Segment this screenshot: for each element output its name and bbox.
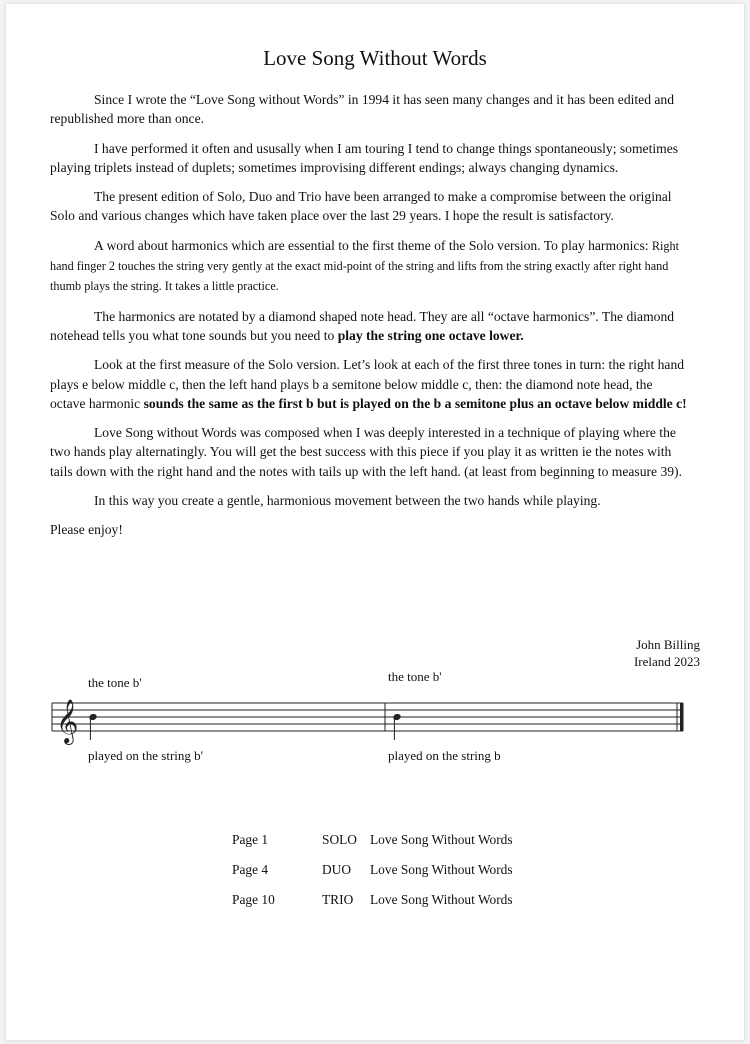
paragraph-technique: Love Song without Words was composed when I was deeply interested in a technique of playing where the two hands play alternatingly. You will get the best success with this piece if you play it as written ie the notes with tails down with the right hand and the notes with tails up with the left hand. (at least from beginning to measure 39). — [50, 425, 682, 479]
contents-title: Love Song Without Words — [370, 862, 513, 877]
paragraph-performance: I have performed it often and ususally when I am touring I tend to change things spontaneously; sometimes playing triplets instead of duplets; sometimes improvising different endings; always changing dynamics. — [50, 140, 679, 175]
signature-place: Ireland 2023 — [633, 654, 700, 669]
contents-page: Page 10 — [232, 892, 275, 907]
paragraph-closing: Please enjoy! — [50, 522, 123, 538]
note-1-icon — [88, 713, 97, 740]
notation-emphasis: play the string one octave lower. — [337, 327, 524, 343]
paragraph-harmonics — [50, 236, 690, 297]
label-tone-2: the tone b' — [388, 669, 442, 684]
harmonics-instructions: Right hand finger 2 touches the string very gently at the exact mid-point of the string and lifts from the string exactly after right hand thumb plays the string. It takes a little practice. — [50, 238, 680, 294]
paragraph-history: Since I wrote the “Love Song without Words” in 1994 it has seen many changes and it has been edited and republished more than once. — [50, 92, 675, 127]
signature-name: John Billing — [636, 637, 700, 652]
contents-page: Page 1 — [232, 832, 269, 847]
document-title: Love Song Without Words — [263, 46, 487, 70]
label-tone-1: the tone b' — [88, 675, 142, 690]
first-measure-text: Look at the first measure of the Solo version. Let’s look at each of the first three tones in turn: the right hand plays e below middle c, then the left hand plays b a semitone below middle c, then: the diamond note head, the octave harmonic — [50, 357, 685, 411]
contents-kind: DUO — [322, 862, 352, 877]
contents-title: Love Song Without Words — [370, 832, 513, 847]
body-text — [50, 90, 690, 550]
label-string-2: played on the string b — [388, 748, 501, 763]
paragraph-movement: In this way you create a gentle, harmonious movement between the two hands while playing. — [94, 493, 601, 509]
contents-kind: TRIO — [322, 892, 354, 907]
contents-table — [232, 832, 525, 922]
label-string-1: played on the string b' — [88, 748, 203, 763]
contents-kind: SOLO — [322, 832, 357, 847]
contents-title: Love Song Without Words — [370, 892, 513, 907]
contents-row — [232, 862, 525, 892]
note-2-icon — [392, 713, 401, 740]
contents-row — [232, 892, 525, 922]
first-measure-emphasis: sounds the same as the first b but is played on the b a semitone plus an octave below middle c! — [143, 395, 687, 411]
paragraph-first-measure — [50, 355, 690, 413]
paragraph-edition: The present edition of Solo, Duo and Trio have been arranged to make a compromise between the original Solo and various changes which have taken place over the last 29 years. I hope the result is satisfactory. — [50, 189, 672, 224]
music-example — [50, 665, 690, 775]
notation-text: The harmonics are notated by a diamond shaped note head. They are all “octave harmonics”. The diamond notehead tells you what tone sounds but you need to — [50, 308, 675, 343]
treble-clef-icon: 𝄞 — [56, 699, 79, 743]
contents-row — [232, 832, 525, 862]
contents-page: Page 4 — [232, 862, 269, 877]
harmonics-intro: A word about harmonics which are essential to the first theme of the Solo version. To play harmonics: — [94, 237, 649, 253]
paragraph-notation — [50, 307, 690, 346]
